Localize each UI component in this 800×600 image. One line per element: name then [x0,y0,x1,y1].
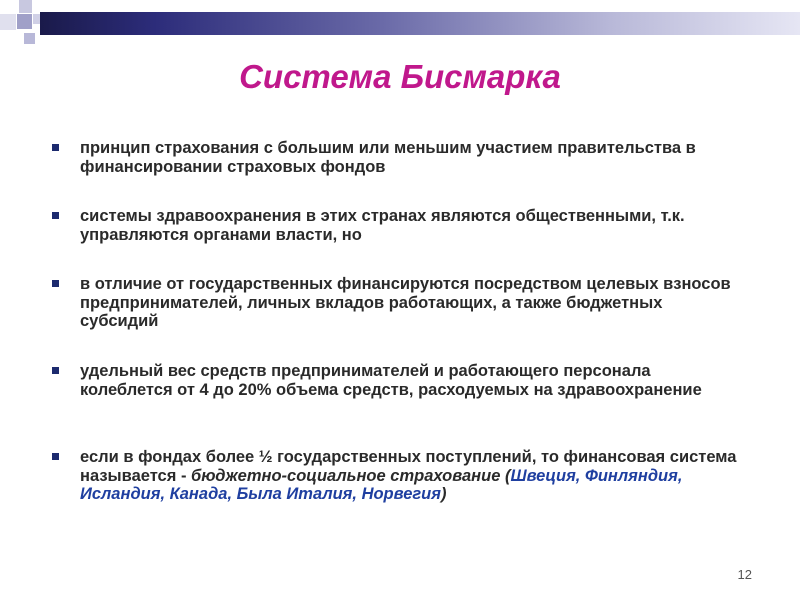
bullet-text: удельный вес средств предпринимателей и работающего персонала колеблется от 4 до 20% объема средств, расходуемых на здравоохранение [80,362,702,399]
square-bullet-icon [52,367,59,374]
slide-title: Система Бисмарка [239,58,561,95]
square-bullet-icon [52,280,59,287]
decorative-square [0,14,16,30]
bullet-text: системы здравоохранения в этих странах являются общественными, т.к. управляются органами власти, но [80,207,685,244]
square-bullet-icon [52,212,59,219]
decorative-square [17,14,32,29]
bullet-item [52,362,742,399]
bullet-text [80,448,742,504]
bullet-item [52,275,742,331]
bullet-item [52,207,742,244]
square-bullet-icon [52,453,59,460]
bullet-text: в отличие от государственных финансируются посредством целевых взносов предпринимателей, личных вкладов работающих, а также бюджетных субсидий [80,275,731,330]
bullet-item [52,139,742,176]
bullet-text-close: ) [440,485,447,503]
bullet-item [52,448,742,504]
bullet-text: принцип страхования с большим или меньшим участием правительства в финансировании страховых фондов [80,139,696,176]
bullet-text-italic: бюджетно-социальное страхование ( [191,466,511,485]
header-gradient-bar [40,12,800,35]
bullet-text-plain: если в фондах более ½ государственных поступлений, то финансовая система называется - [80,448,737,485]
countries-list: Швеция, Финляндия, Исландия, Канада, Была Италия, Норвегия [80,466,683,503]
square-bullet-icon [52,144,59,151]
page-number: 12 [737,567,752,582]
decorative-square [24,33,35,44]
decorative-square [19,0,32,13]
